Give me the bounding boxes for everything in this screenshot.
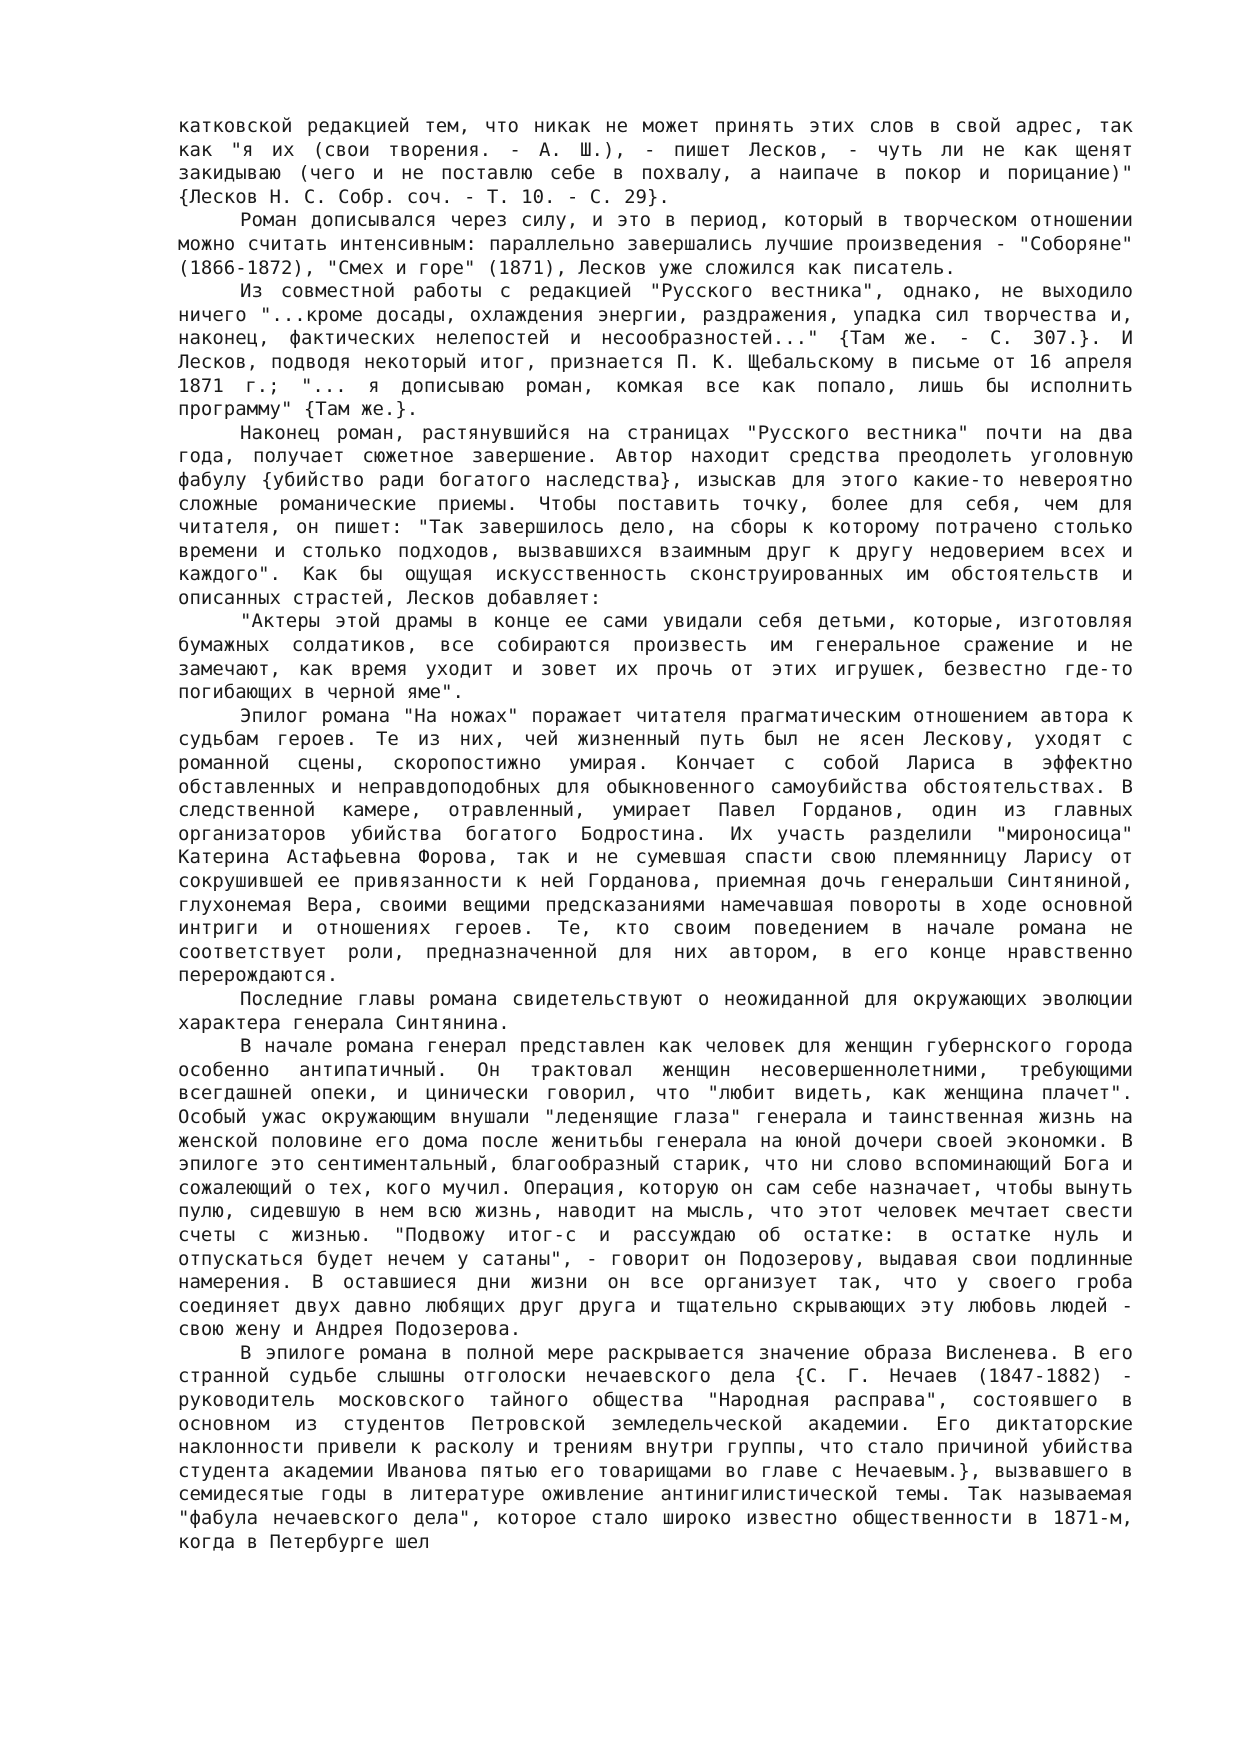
document-page bbox=[178, 115, 1133, 1554]
paragraph: Роман дописывался через силу, и это в период, который в творческом отношении можно считать интенсивным: параллельно завершались лучшие произведения - "Соборяне" (1866-1872), "Смех и горе" (1871), Лесков уже сложился как писатель. bbox=[178, 209, 1133, 279]
paragraph: Последние главы романа свидетельствуют о неожиданной для окружающих эволюции характера генерала Синтянина. bbox=[178, 987, 1133, 1034]
quotation-paragraph: "Актеры этой драмы в конце ее сами увидали себя детьми, которые, изготовляя бумажных солдатиков, все собираются произвесть им генеральное сражение и не замечают, как время уходит и зовет их прочь от этих игрушек, безвестно где-то погибающих в черной яме". bbox=[178, 610, 1133, 704]
paragraph: В начале романа генерал представлен как человек для женщин губернского города особенно антипатичный. Он трактовал женщин несовершеннолетними, требующими всегдашней опеки, и цинически говорил, что "любит видеть, как женщина плачет". Особый ужас окружающим внушали "леденящие глаза" генерала и таинственная жизнь на женской половине его дома после женитьбы генерала на юной дочери своей экономки. В эпилоге это сентиментальный, благообразный старик, что ни слово вспоминающий Бога и сожалеющий о тех, кого мучил. Операция, которую он сам себе назначает, чтобы вынуть пулю, сидевшую в нем всю жизнь, наводит на мысль, что этот человек мечтает свести счеты с жизнью. "Подвожу итог-с и рассуждаю об остатке: в остатке нуль и отпускаться будет нечем у сатаны", - говорит он Подозерову, выдавая свои подлинные намерения. В оставшиеся дни жизни он все организует так, что у своего гроба соединяет двух давно любящих друг друга и тщательно скрывающих эту любовь людей - свою жену и Андрея Подозерова. bbox=[178, 1035, 1133, 1341]
paragraph: катковской редакцией тем, что никак не может принять этих слов в свой адрес, так как "я их (свои творения. - А. Ш.), - пишет Лесков, - чуть ли не как щенят закидываю (чего и не поставлю себе в похвалу, а наипаче в покор и порицание)" {Лесков Н. С. Собр. соч. - Т. 10. - С. 29}. bbox=[178, 115, 1133, 208]
paragraph: В эпилоге романа в полной мере раскрывается значение образа Висленева. В его странной судьбе слышны отголоски нечаевского дела {С. Г. Нечаев (1847-1882) - руководитель московского тайного общества "Народная расправа", состоявшего в основном из студентов Петровской земледельческой академии. Его диктаторские наклонности привели к расколу и трениям внутри группы, что стало причиной убийства студента академии Иванова пятью его товарищами во главе с Нечаевым.}, вызвавшего в семидесятые годы в литературе оживление антинигилистической темы. Так называемая "фабула нечаевского дела", которое стало широко известно общественности в 1871-м, когда в Петербурге шел bbox=[178, 1341, 1133, 1553]
paragraph: Наконец роман, растянувшийся на страницах "Русского вестника" почти на два года, получает сюжетное завершение. Автор находит средства преодолеть уголовную фабулу {убийство ради богатого наследства}, изыскав для этого какие-то невероятно сложные романические приемы. Чтобы поставить точку, более для себя, чем для читателя, он пишет: "Так завершилось дело, на сборы к которому потрачено столько времени и столько подходов, вызвавшихся взаимным друг к другу недоверием всех и каждого". Как бы ощущая искусственность сконструированных им обстоятельств и описанных страстей, Лесков добавляет: bbox=[178, 421, 1133, 609]
paragraph: Из совместной работы с редакцией "Русского вестника", однако, не выходило ничего "...кроме досады, охлаждения энергии, раздражения, упадка сил творчества и, наконец, фактических нелепостей и несообразностей..." {Там же. - С. 307.}. И Лесков, подводя некоторый итог, признается П. К. Щебальскому в письме от 16 апреля 1871 г.; "... я дописываю роман, комкая все как попало, лишь бы исполнить программу" {Там же.}. bbox=[178, 280, 1133, 421]
paragraph: Эпилог романа "На ножах" поражает читателя прагматическим отношением автора к судьбам героев. Те из них, чей жизненный путь был не ясен Лескову, уходят с романной сцены, скоропостижно умирая. Кончает с собой Лариса в эффектно обставленных и неправдоподобных для обыкновенного самоубийства обстоятельствах. В следственной камере, отравленный, умирает Павел Горданов, один из главных организаторов убийства богатого Бодростина. Их участь разделили "мироносица" Катерина Астафьевна Форова, так и не сумевшая спасти свою племянницу Ларису от сокрушившей ее привязанности к ней Горданова, приемная дочь генеральши Синтяниной, глухонемая Вера, своими вещими предсказаниями намечавшая повороты в ходе основной интриги и отношениях героев. Те, кто своим поведением в начале романа не соответствует роли, предназначенной для них автором, в его конце нравственно перерождаются. bbox=[178, 704, 1133, 987]
